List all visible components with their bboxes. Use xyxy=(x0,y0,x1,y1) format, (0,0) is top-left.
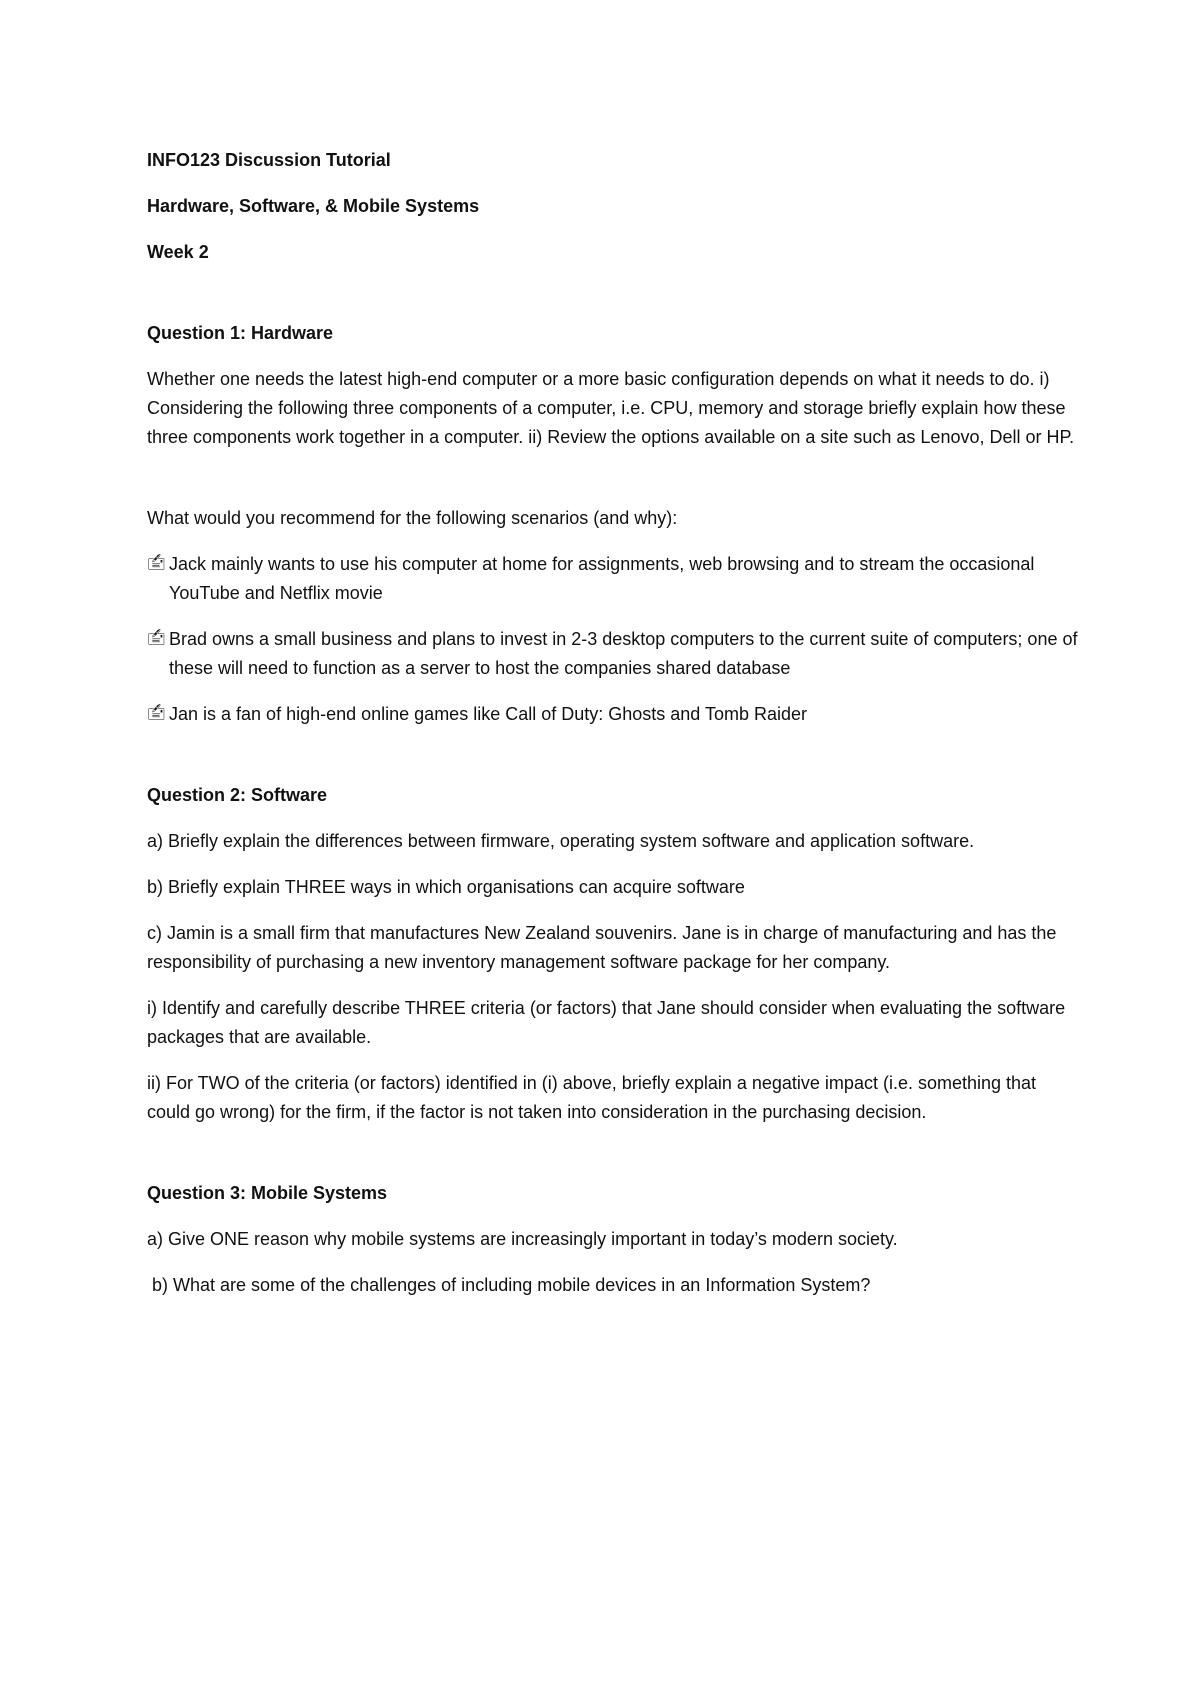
question-3-part-a: a) Give ONE reason why mobile systems are increasingly important in today’s modern society. xyxy=(147,1229,898,1249)
scenario-item xyxy=(147,700,1080,729)
doc-subtitle: Hardware, Software, & Mobile Systems xyxy=(147,196,480,216)
scenario-text: Jan is a fan of high-end online games like Call of Duty: Ghosts and Tomb Raider xyxy=(169,704,808,724)
scenario-text: Brad owns a small business and plans to invest in 2-3 desktop computers to the current suite of computers; one of these will need to function as a server to host the companies shared database xyxy=(169,629,1078,678)
question-2-part-c: c) Jamin is a small firm that manufactures New Zealand souvenirs. Jane is in charge of manufacturing and has the responsibility of purchasing a new inventory management software package for her company. xyxy=(147,923,1057,972)
question-2-heading: Question 2: Software xyxy=(147,785,328,805)
writing-hand-icon: 🖆 xyxy=(147,706,166,723)
question-3-heading: Question 3: Mobile Systems xyxy=(147,1183,388,1203)
question-2-part-a: a) Briefly explain the differences between firmware, operating system software and application software. xyxy=(147,831,975,851)
question-1-heading: Question 1: Hardware xyxy=(147,323,334,343)
question-2-part-c-ii: ii) For TWO of the criteria (or factors) identified in (i) above, briefly explain a negative impact (i.e. something that could go wrong) for the firm, if the factor is not taken into consideration in the purchasing decision. xyxy=(147,1073,1037,1122)
question-2-part-c-i: i) Identify and carefully describe THREE criteria (or factors) that Jane should consider when evaluating the software packages that are available. xyxy=(147,998,1066,1047)
writing-hand-icon: 🖆 xyxy=(147,556,166,573)
doc-week: Week 2 xyxy=(147,242,209,262)
question-3-part-b: b) What are some of the challenges of including mobile devices in an Information System? xyxy=(147,1275,871,1295)
writing-hand-icon: 🖆 xyxy=(147,631,166,648)
question-1-prompt: What would you recommend for the following scenarios (and why): xyxy=(147,508,678,528)
scenario-text: Jack mainly wants to use his computer at home for assignments, web browsing and to stream the occasional YouTube and Netflix movie xyxy=(169,554,1035,603)
scenario-item xyxy=(147,550,1080,608)
doc-title: INFO123 Discussion Tutorial xyxy=(147,150,391,170)
question-1-intro: Whether one needs the latest high-end computer or a more basic configuration depends on what it needs to do. i) Considering the following three components of a computer, i.e. CPU, memory and storage briefly explain how these three components work together in a computer. ii) Review the options available on a site such as Lenovo, Dell or HP. xyxy=(147,369,1075,447)
scenario-item xyxy=(147,625,1080,683)
question-2-part-b: b) Briefly explain THREE ways in which organisations can acquire software xyxy=(147,877,745,897)
